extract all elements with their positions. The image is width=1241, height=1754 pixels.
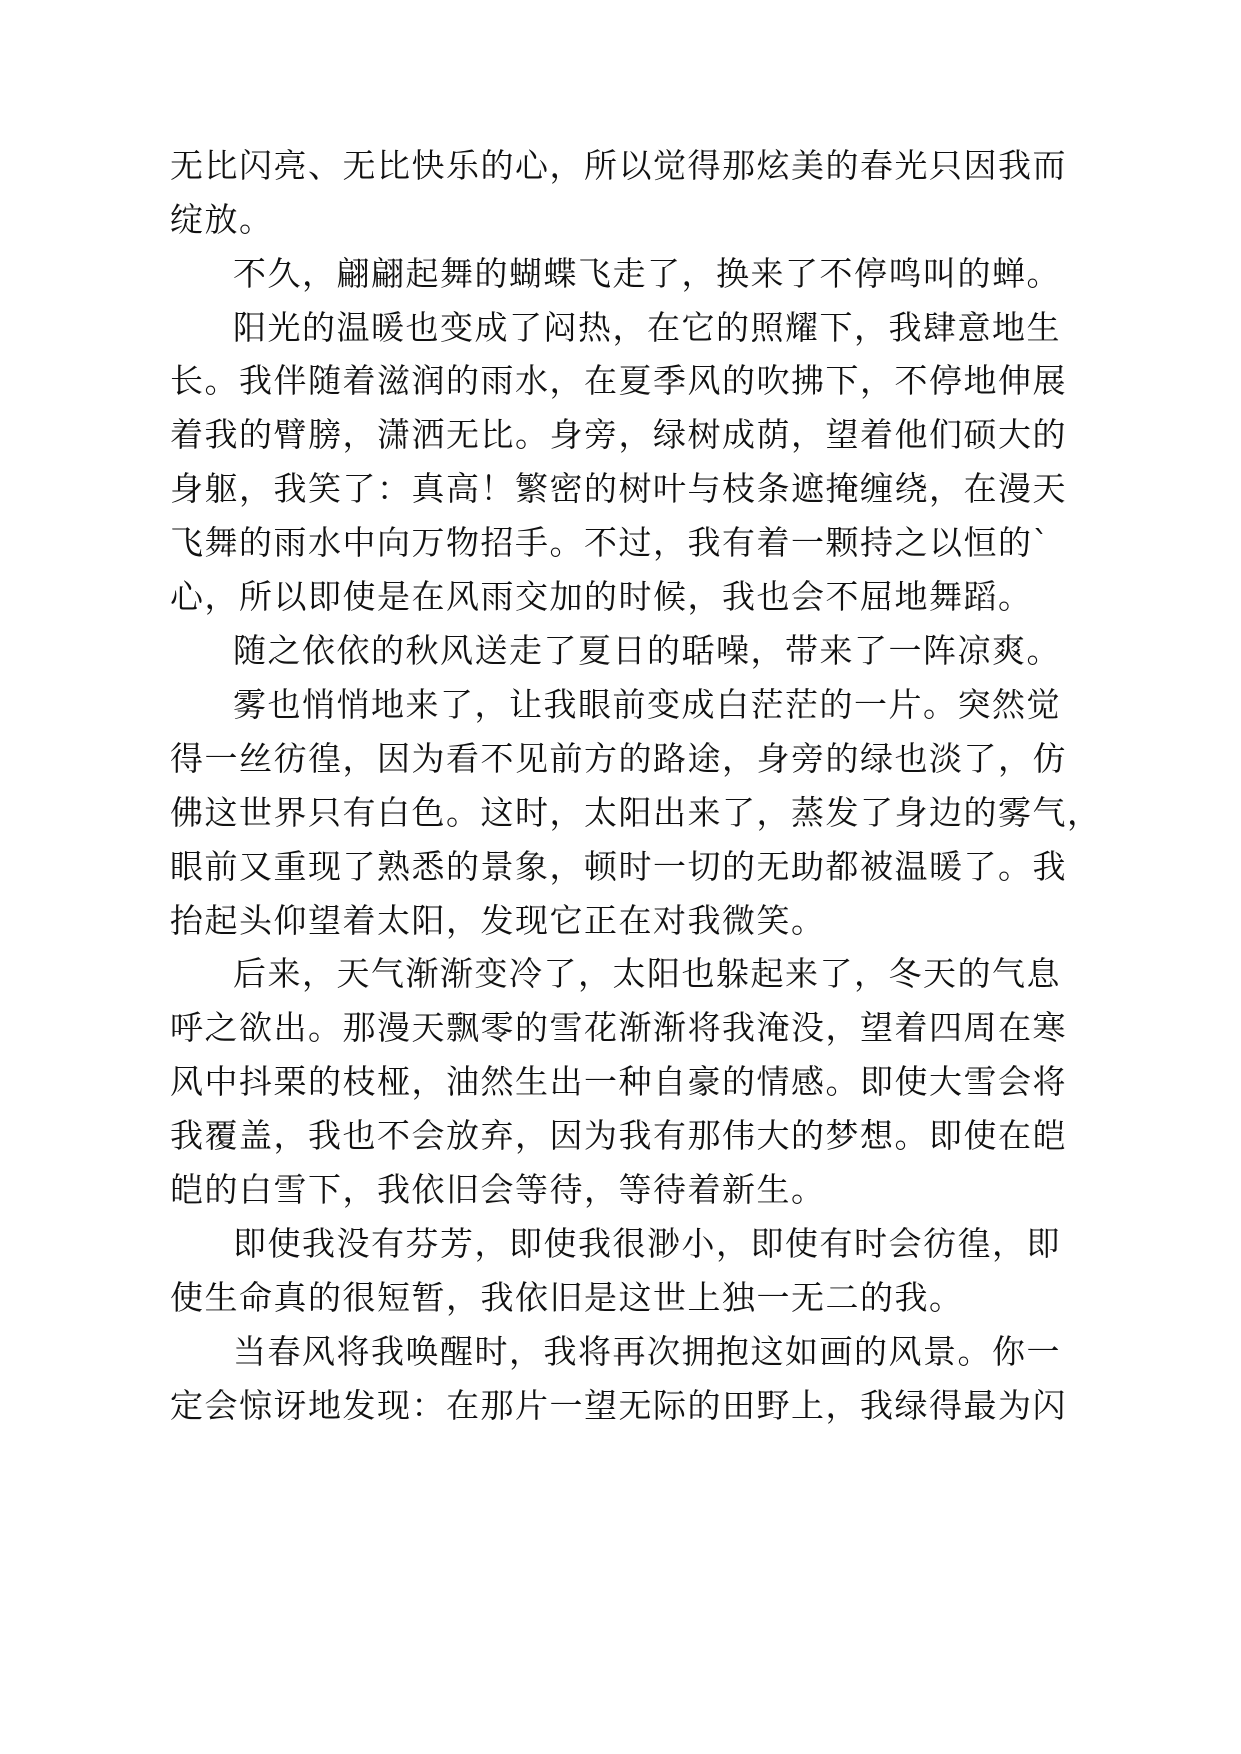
text-line: 不久，翩翩起舞的蝴蝶飞走了，换来了不停鸣叫的蝉。: [233, 254, 1061, 293]
text-line: 飞舞的雨水中向万物招手。不过，我有着一颗持之以恒的`: [170, 523, 1051, 562]
text-line: 即使我没有芬芳，即使我很渺小，即使有时会彷徨，即: [233, 1224, 1061, 1263]
text-line: 着我的臂膀，潇洒无比。身旁，绿树成荫，望着他们硕大的: [170, 415, 1067, 454]
text-line: 后来，天气渐渐变冷了，太阳也躲起来了，冬天的气息: [233, 954, 1061, 993]
text-line: 我覆盖，我也不会放弃，因为我有那伟大的梦想。即使在皑: [170, 1116, 1067, 1155]
text-line: 身躯，我笑了：真高！繁密的树叶与枝条遮掩缠绕，在漫天: [170, 469, 1067, 508]
text-line: 心，所以即使是在风雨交加的时候，我也会不屈地舞蹈。: [170, 577, 1033, 616]
text-line: 随之依依的秋风送走了夏日的聒噪，带来了一阵凉爽。: [233, 631, 1061, 670]
text-line: 定会惊讶地发现：在那片一望无际的田野上，我绿得最为闪: [170, 1386, 1067, 1425]
text-line: 使生命真的很短暂，我依旧是这世上独一无二的我。: [170, 1278, 964, 1317]
text-line: 佛这世界只有白色。这时，太阳出来了，蒸发了身边的雾气，: [170, 793, 1102, 832]
text-line: 无比闪亮、无比快乐的心，所以觉得那炫美的春光只因我而: [170, 146, 1067, 185]
text-line: 雾也悄悄地来了，让我眼前变成白茫茫的一片。突然觉: [233, 685, 1061, 724]
text-line: 眼前又重现了熟悉的景象，顿时一切的无助都被温暖了。我: [170, 847, 1067, 886]
text-line: 得一丝彷徨，因为看不见前方的路途，身旁的绿也淡了，仿: [170, 739, 1067, 778]
text-line: 皑的白雪下，我依旧会等待，等待着新生。: [170, 1170, 826, 1209]
text-line: 当春风将我唤醒时，我将再次拥抱这如画的风景。你一: [233, 1332, 1061, 1371]
text-line: 阳光的温暖也变成了闷热，在它的照耀下，我肆意地生: [233, 308, 1061, 347]
text-line: 呼之欲出。那漫天飘零的雪花渐渐将我淹没，望着四周在寒: [170, 1008, 1067, 1047]
text-line: 绽放。: [170, 200, 274, 239]
text-line: 抬起头仰望着太阳，发现它正在对我微笑。: [170, 901, 826, 940]
text-line: 风中抖栗的枝桠，油然生出一种自豪的情感。即使大雪会将: [170, 1062, 1067, 1101]
text-line: 长。我伴随着滋润的雨水，在夏季风的吹拂下，不停地伸展: [170, 361, 1067, 400]
